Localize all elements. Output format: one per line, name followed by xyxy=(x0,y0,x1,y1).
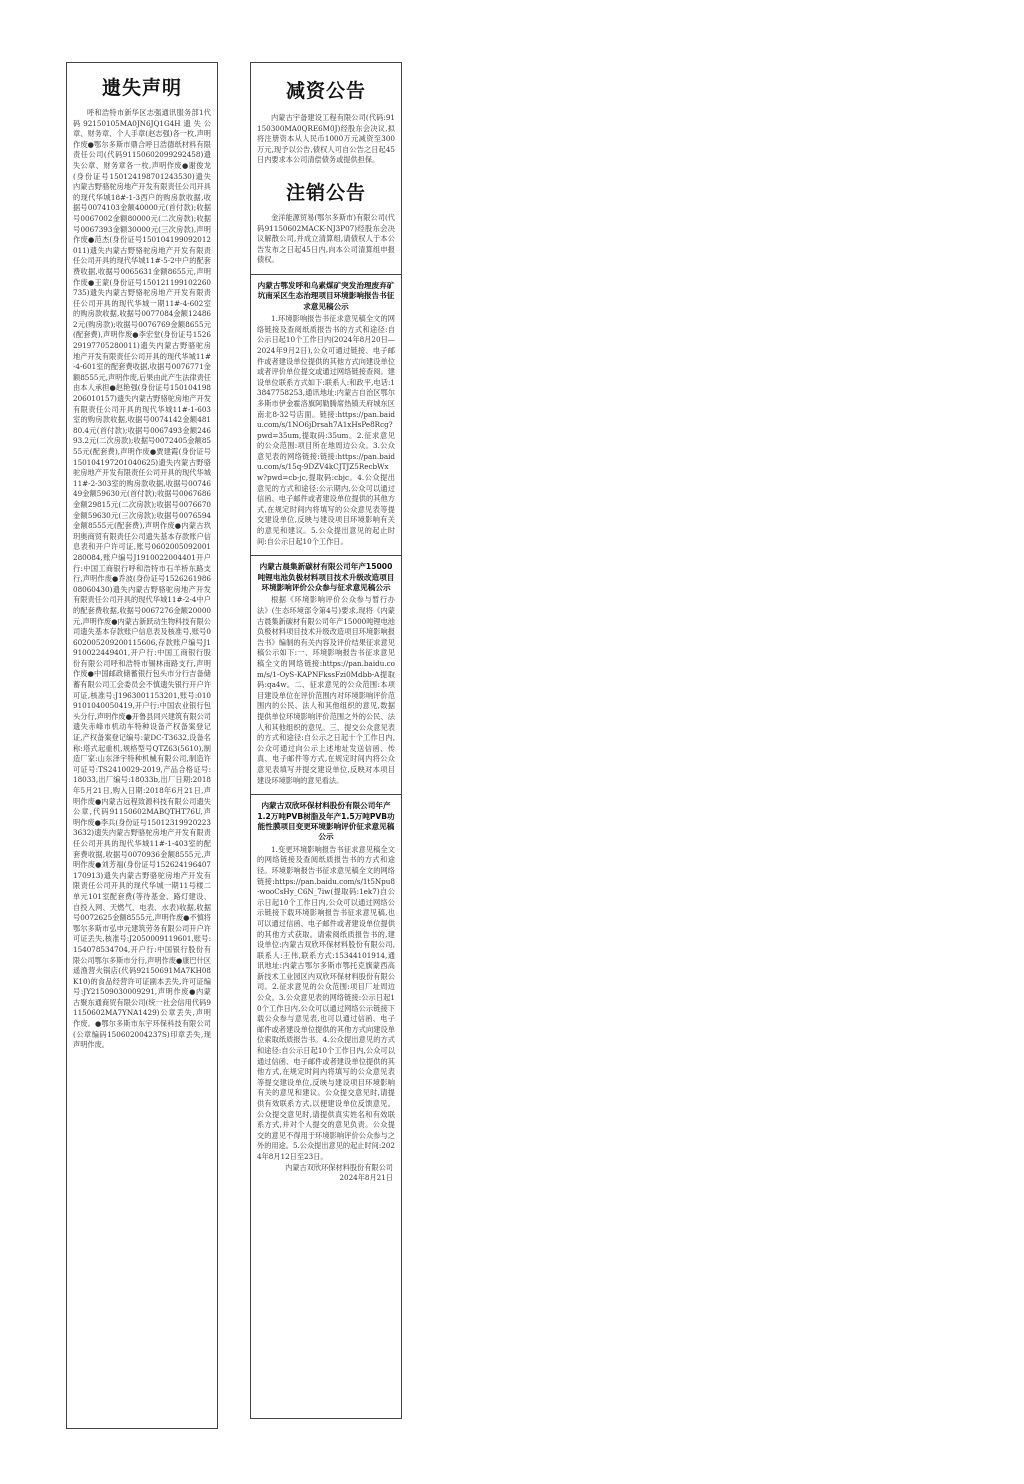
notice-3-date: 2024年8月21日 xyxy=(339,1173,393,1183)
divider xyxy=(251,555,401,556)
notice-2-body: 根据《环境影响评价公众参与暂行办法》(生态环境部令第4号)要求,现将《内蒙古晨集新碳材有限公司年产15000吨锂电池负极材料项目技术升级改造项目环境影响报告书》编制的有关内容及评价结果征求意见稿公示如下:一、环境影响报告书征求意见稿全文的网络链接:https://pan.baidu.com/s/1-OyS-KAPNFkssFzi0Mdbb-A提取码:qa4w。二、征求意见的公众范围:本项目建设单位在评价范围内对环境影响评价范围内的公民、法人和其他组织的意见,数据提供单位环境影响评价范围之外的公民、法人和其他组织的意见。三、提交公众意见表的方式和途径:自公示之日起十个工作日内,公众可通过向公示上述地址发送信函、传真、电子邮件等方式,在规定时间内将公众意见表填写并提交建设单位,反映对本项目建设环境影响的意见看法。 xyxy=(257,595,395,785)
capital-reduction-body: 内蒙古宇备建设工程有限公司(代码:91150300MA0QRE6M0J)经股东会决议,拟将注册资本从人民币1000万元减资至300万元,现予以公告,债权人可自公告之日起45日内要求本公司清偿债务或提供担保。 xyxy=(257,113,395,165)
lost-declaration-column xyxy=(66,62,218,1429)
notice-3-title: 内蒙古双欣环保材料股份有限公司年产1.2万吨PVB树脂及年产1.5万吨PVB功能性膜项目变更环境影响评价征求意见稿公示 xyxy=(257,801,395,842)
notice-1-body: 1.环境影响报告书征求意见稿全文的网络链接及查阅纸质报告书的方式和途径:自公示日起10个工作日内(2024年8月20日—2024年9月2日),公众可通过链接、电子邮件或者建设单位提供的其他方式向建设单位或者评价单位提交或通过网络链接查阅。建设单位联系方式如下:联系人:和政平,电话:13847758253,通讯地址:内蒙古自治区鄂尔多斯市伊金霍洛旗阿勒腾席热镇天府城东区南北8-32号店面。链接:https://pan.baidu.com/s/1NO6jDrsah7A1xHsPe8Rcg?pwd=35um,提取码:35um。2.征求意见的公众范围:项目所在地周边公众。3.公众意见表的网络链接:链接:https://pan.baidu.com/s/15q-9DZV4kCJTJZ5RecbWxw?pwd=cb-jc,提取码:cbjc。4.公众提出意见的方式和途径:公示期内,公众可以通过信函、电子邮件或者建设单位提供的其他方式,在规定时间内将填写的公众意见表等提交建设单位,反映与建设项目环境影响有关的意见和建议。5.公众提出意见的起止时间:自公示日起10个工作日。 xyxy=(257,314,395,546)
notice-3-body: 1.变更环境影响报告书征求意见稿全文的网络链接及查阅纸质报告书的方式和途径。环境影响报告书征求意见稿全文的网络链接:https://pan.baidu.com/s/1t5Npu8-wooCsHy_C6N_7iw(提取码:1ek7)自公示日起10个工作日内,公众可以通过网络公示链接下载环境影响报告书征求意见稿,也可以通过信函、电子邮件或者建设单位提供的其他方式获取。请索阅纸质报告书的,建设单位:内蒙古双欣环保材料股份有限公司,联系人:王伟,联系方式:15344101914,通讯地址:内蒙古鄂尔多斯市鄂托克旗蒙西高新技术工业园区内双欣环保材料股份有限公司。2.征求意见的公众范围:项目厂址周边公众。3.公众意见表的网络链接:公示日起10个工作日内,公众可以通过网络公示链接下载公众参与意见表,也可以通过信函、电子邮件或者建设单位提供的其他方式向建设单位索取纸质报告书。4.公众提出意见的方式和途径:自公示日起10个工作日内,公众可以通过信函、电子邮件或者建设单位提供的其他方式,在规定时间内将填写的公众意见表等提交建设单位,反映与建设项目环境影响有关的意见和建议。公众提交意见时,请提供有效联系方式,以便建设单位反馈意见。公众提交意见时,请提供真实姓名和有效联系方式,并对个人提交的意见负责。公众提交的意见不得用于环境影响评价公众参与之外的用途。5.公众提出意见的起止时间:2024年8月12日至23日。 xyxy=(257,844,395,1161)
announcements-column xyxy=(250,62,402,1419)
notice-1-title: 内蒙古鄂发呼和乌素煤矿突发治理废弃矿坑南采区生态治理项目环境影响报告书征求意见稿公示 xyxy=(257,280,395,311)
notice-2-title: 内蒙古晨集新碳材有限公司年产15000吨锂电池负极材料项目技术升级改造项目环境影响评价公众参与征求意见稿公示 xyxy=(257,562,395,593)
notice-3-signature: 内蒙古双欣环保材料股份有限公司 xyxy=(285,1162,393,1172)
cancellation-title: 注销公告 xyxy=(285,181,366,204)
lost-declaration-body: 呼和浩特市新华区志强通讯服务部1代码92150105MA0JN6JQ1G4H遗失公章、财务章、个人手章(赵志强)各一枚,声明作废●鄂尔多斯市鼎合呼日浩德纸材料有限责任公司(代码91150602099292458)遗失公章、财务章各一枚,声明作废●谢俊龙(身份证号150124198701243530)遗失内蒙古野骆驼房地产开发有限责任公司开具的现代华城18#-1-3西户的购房款收据,收据号0074103金额40000元(首付款);收据号0067002金额80000元(二次房款);收据号0067393金额30000元(三次房款),声明作废●范杰(身份证号150104199092012011)遗失内蒙古野骆驼房地产开发有限责任公司开具的现代华城11#-5-2中户的配套费收据,收据号0065631金额8655元,声明作废●王蒙(身份证号150121199102260735)遗失内蒙古野骆驼房地产开发有限责任公司开具的现代华城一期11#-4-602室的购房款收据,收据号0077084金额124862元(购房款);收据号0076769金额8655元(配套费),声明作废●李宏堂(身份证号152629197705280011)遗失内蒙古野骆驼房地产开发有限责任公司开具的现代华城11#-4-601室的配套费收据,收据号0076771金额8555元,声明作废,后果由此产生法律责任由本人承担●赵艳强(身份证号150104198206010157)遗失内蒙古野骆驼房地产开发有限责任公司开具的现代华城11#-1-603室的购房款收据,收据号0074142金额48180.4元(首付款);收据号0067493金额24693.2元(二次房款);收据号0072405金额8555元(配套费),声明作废●贾建霞(身份证号150104197201040625)遗失内蒙古野骆驼房地产开发有限责任公司开具的现代华城11#-2-303室的购房款收据,收据号0074649金额59630元(首付款);收据号0067686金额29815元(二次房款);收据号0076670金额59630元(三次房款);收据号0076594金额8555元(配套费),声明作废●内蒙古玖玥奥商贸有限责任公司遗失基本存款账户信息表和开户许可证,账号0602005092001280084,账户编号J1910022004401开户行:中国工商银行呼和浩特市石羊桥东路支行,声明作废●乔波(身份证号152626198608060430)遗失内蒙古野骆驼房地产开发有限责任公司开具的现代华城11#-2-4中户的配套费收据,收据号0067276金额20000元,声明作废●内蒙古新跃动生物科技有限公司遗失基本存款账户信息表及核准号,账号0602005209200115606,存款账户编号J1910022449401,开户行:中国工商银行股份有限公司呼和浩特市锡林南路支行,声明作废●中国邮政储蓄银行包头市分行吉备储蓄有限公司工会委员会不慎遗失银行开户许可证,核准号:J1963001153201,账号:0109101040050419,开户行:中国农业银行包头分行,声明作废●开鲁县同兴建筑有限公司遗失赤峰市机动车特种设备产权备案登记证,产权备案登记编号:蒙DC-T3632,设备名称:塔式起重机,规格型号QTZ63(5610),制造厂家:山东泽宇特种机械有限公司,制造许可证号:TS2410029-2019,产品合格证号:18033,出厂编号:18033b,出厂日期:2018年5月21日,购入日期:2018年6月21日,声明作废●内蒙古远程致源科技有限公司遗失公章,代码91150602MABQTHT76U,声明作废●李兵(身份证号150123199202233632)遗失内蒙古野骆驼房地产开发有限责任公司开具的现代华城11#-1-403室的配套费收据,收据号0070936金额8555元,声明作废●刘芳福(身份证号152624196407170913)遗失内蒙古野骆驼房地产开发有限责任公司开具的现代华城一期11号楼二单元101室配套费(等待基金、路灯建设、自投入网、天燃气、电表、水表)收据,收据号0072625金额8555元,声明作废●不慎将鄂尔多斯市弘申元建筑劳务有限公司开户许可证丢失,核准号:J2050009119601,账号:154078534704,开户行:中国银行股份有限公司鄂尔多斯市分行,声明作废●康巴什区遥渔营火锅店(代码92150691MA7KH08K10)的食品经营许可证副本丢失,许可证编号:JY21509030009291,声明作废●内蒙古聚东通商贸有限公司(统一社会信用代码91150602MA7YNA1429)公章丢失,声明作废。●鄂尔多斯市东宇环保科技有限公司(公章编码150602004237S)印章丢失,现声明作废。 xyxy=(73,108,211,1050)
lost-declaration-title: 遗失声明 xyxy=(101,77,182,99)
divider xyxy=(251,274,401,275)
capital-reduction-title: 减资公告 xyxy=(285,80,366,102)
cancellation-body: 金洋能源贸易(鄂尔多斯市)有限公司(代码91150602MACK-NJ3P07)经股东会决议解散公司,并成立清算组,请债权人于本公告发布之日起45日内,向本公司清算组申报债权。 xyxy=(257,212,395,265)
divider xyxy=(251,794,401,795)
